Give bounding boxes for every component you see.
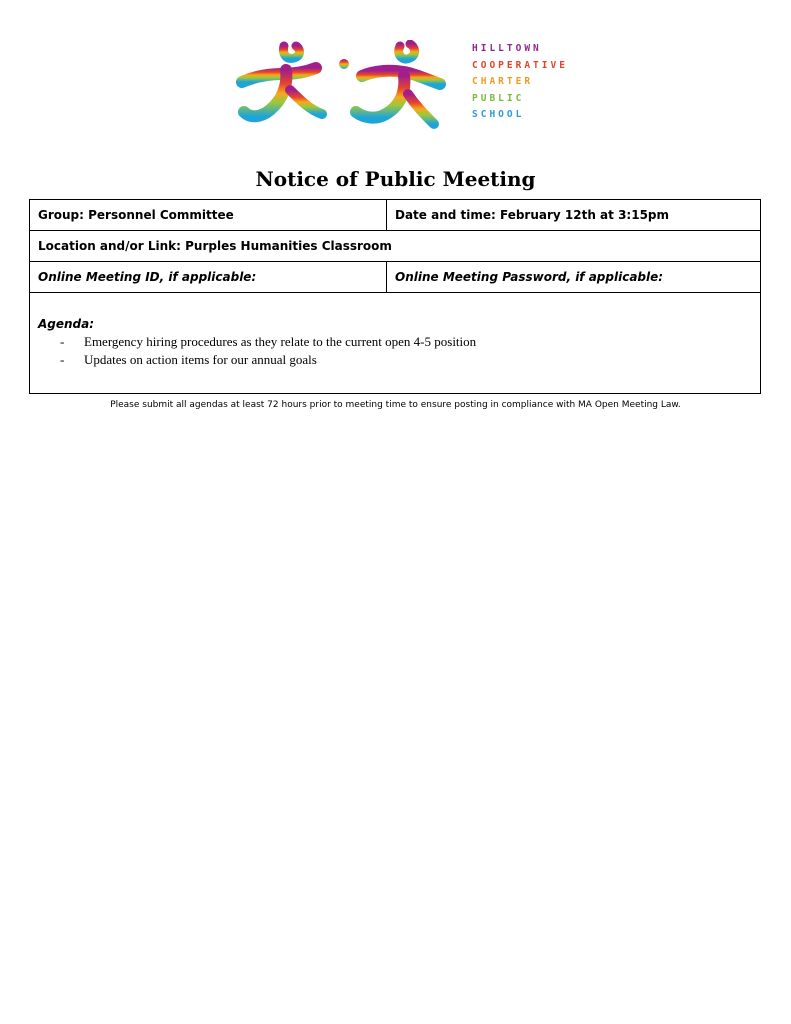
agenda-item-text: Emergency hiring procedures as they relate to the current open 4-5 position xyxy=(84,334,477,349)
table-row xyxy=(30,293,761,394)
meeting-details-table xyxy=(29,199,761,394)
school-name-line: SCHOOL xyxy=(472,109,525,120)
table-row xyxy=(30,262,761,293)
date-time-field: Date and time: February 12th at 3:15pm xyxy=(387,200,761,231)
dancing-figures-logo-icon xyxy=(236,40,466,132)
list-item xyxy=(38,351,752,369)
school-name-line: COOPERATIVE xyxy=(472,59,568,71)
school-logo xyxy=(236,40,576,132)
group-field: Group: Personnel Committee xyxy=(30,200,387,231)
dash-bullet: - xyxy=(60,334,65,349)
school-name-text xyxy=(472,41,568,124)
table-row xyxy=(30,200,761,231)
dash-bullet: - xyxy=(60,352,65,367)
online-meeting-id-field: Online Meeting ID, if applicable: xyxy=(30,262,387,293)
location-field: Location and/or Link: Purples Humanities Classroom xyxy=(30,231,761,262)
table-row xyxy=(30,231,761,262)
school-name-line: HILLTOWN xyxy=(472,43,542,54)
agenda-list xyxy=(38,333,752,369)
agenda-section xyxy=(30,293,761,394)
page-title: Notice of Public Meeting xyxy=(255,167,536,191)
agenda-item-text: Updates on action items for our annual goals xyxy=(84,352,317,367)
school-name-line: CHARTER xyxy=(472,76,534,87)
school-name-line: PUBLIC xyxy=(472,92,525,104)
list-item xyxy=(38,333,752,351)
online-meeting-password-field: Online Meeting Password, if applicable: xyxy=(387,262,761,293)
footnote: Please submit all agendas at least 72 hours prior to meeting time to ensure posting in compliance with MA Open Meeting Law. xyxy=(110,400,681,410)
agenda-label: Agenda: xyxy=(38,317,95,331)
